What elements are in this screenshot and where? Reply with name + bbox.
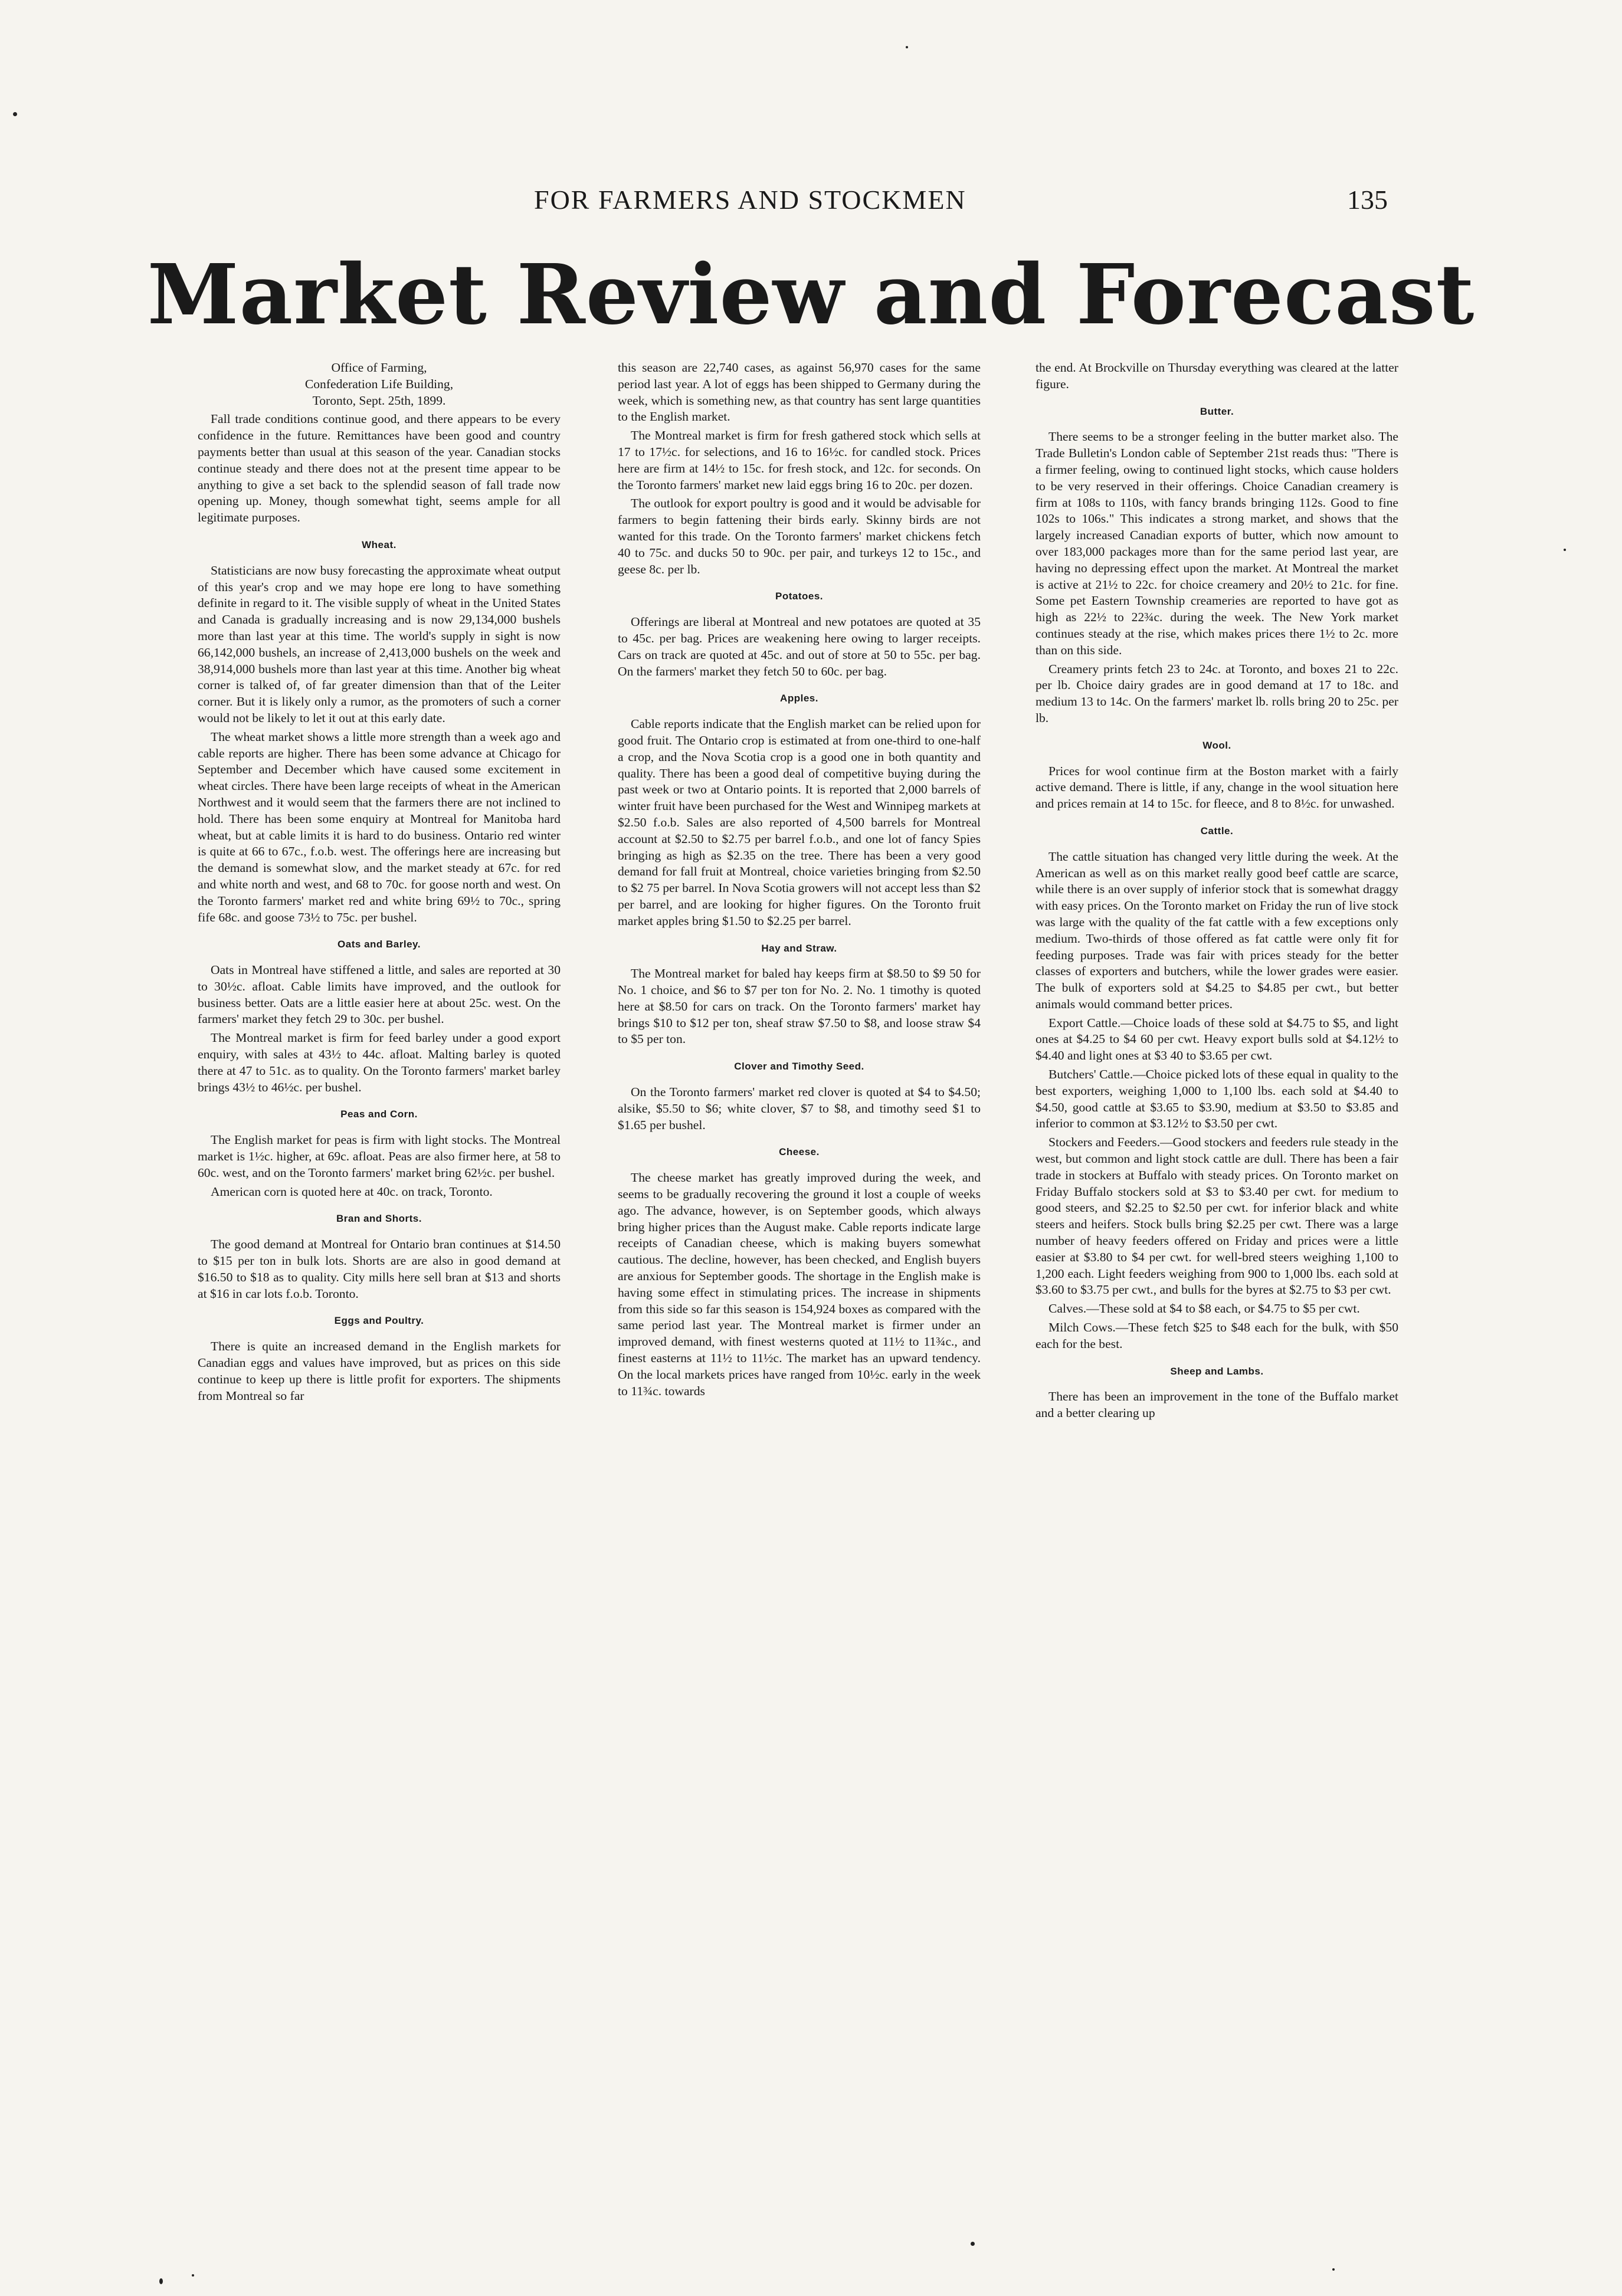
cattle-paragraph: The cattle situation has changed very little during the week. At the American as well as on this market really good beef cattle are scarce, while there is an over supply of inferior stock that is somewhat draggy with easy prices. On the Toronto market on Friday the run of live stock was large with the quality of the fat cattle with a few exceptions only medium. Two-thirds of those offered as fat cattle were only fit for feeding purposes. Trade was fair with prices steady for the better classes of exporters and butchers, while the lower grades were easier. The bulk of exporters sold at $4.25 to $4.85 per cwt., but better animals would command better prices. [1036, 849, 1398, 1011]
bran-paragraph: The good demand at Montreal for Ontario bran continues at $14.50 to $15 per ton in bulk lots. Shorts are are also in good demand at $16.50 to $18 as to quality. City mills here sell bran at $13 and shorts at $16 in car lots f.o.b. Toronto. [198, 1237, 561, 1301]
page-title: Market Review and Forecast [147, 247, 1475, 343]
column-1 [198, 360, 561, 1406]
poultry-paragraph: The outlook for export poultry is good and it would be advisable for farmers to begin fattening their birds early. Skinny birds are not wanted for this trade. On the Toronto farmers' market chickens fetch 40 to 75c. and ducks 50 to 90c. per pair, and turkeys 12 to 15c., and geese 8c. per lb. [618, 496, 981, 576]
section-heading-wool: Wool. [1202, 739, 1231, 751]
potatoes-paragraph: Offerings are liberal at Montreal and new potatoes are quoted at 35 to 45c. per bag. Prices are weakening here owing to larger receipts. Cars on track are quoted at 45c. and out of store at 50 to 55c. per bag. On the farmers' market they fetch 50 to 60c. per bag. [618, 615, 981, 678]
section-heading-sheep-lambs: Sheep and Lambs. [1170, 1365, 1264, 1377]
dateline-building: Confederation Life Building, [304, 376, 454, 391]
section-heading-cattle: Cattle. [1200, 825, 1234, 837]
scan-speck [971, 2242, 975, 2246]
intro-paragraph: Fall trade conditions continue good, and there appears to be every confidence in the future. Remittances have been good and country payments better than usual at this season of the year. Canadian stocks continue steady and there does not at the present time appear to be anything to give a set back to the splendid season of fall trade now opening up. Money, though somewhat tight, seems ample for all legitimate purposes. [198, 412, 561, 525]
stockers-feeders-paragraph: Stockers and Feeders.—Good stockers and feeders rule steady in the west, but common and light stock cattle are dull. There has been a fair trade in stockers at Buffalo with steady prices. On Toronto market on Friday Buffalo stockers sold at $3 to $3.40 per cwt. for medium to good steers, and $2.25 to $2.50 per cwt. for inferior black and white steers and heifers. Stock bulls bring $2.25 per cwt. There was a large number of heavy feeders offered on Friday and prices were a little easier at $3.80 to $4 per cwt. for well-bred steers weighing 1,100 to 1,200 each. Light feeders weighing from 900 to 1,000 lbs. each sold at $3.60 to $3.75 per cwt., and bulls for the byres at $2.75 to $3 per cwt. [1036, 1135, 1398, 1297]
wool-paragraph: Prices for wool continue firm at the Boston market with a fairly active demand. There is little, if any, change in the wool situation here and prices remain at 14 to 15c. for fleece, and 8 to 8½c. for unwashed. [1036, 763, 1398, 811]
eggs-continued-paragraph: this season are 22,740 cases, as against 56,970 cases for the same period last year. A lot of eggs has been shipped to Germany during the week, which is something new, as that country has sent large quantities to the English market. [618, 360, 981, 424]
wheat-paragraph: The wheat market shows a little more strength than a week ago and cable reports are higher. There has been some advance at Chicago for September and December which have caused some excitement in wheat circles. There have been large receipts of wheat in the American Northwest and it would seem that the farmers there are not inclined to hold. There has been some enquiry at Montreal for Manitoba hard wheat, but at cable limits it is hard to do business. Ontario red winter is quite at 66 to 67c., f.o.b. west. The offerings here are increasing but the demand is somewhat slow, and the market steady at 67c. for red and white north and west, and 68 to 70c. for goose north and west. On the Toronto farmers' market red and white bring 69½ to 70c., spring fife 68c. and goose 73½ to 75c. per bushel. [198, 729, 561, 924]
section-heading-cheese: Cheese. [779, 1146, 820, 1158]
section-heading-clover-timothy: Clover and Timothy Seed. [734, 1061, 864, 1072]
sheep-paragraph: There has been an improvement in the tone of the Buffalo market and a better clearing up [1036, 1389, 1398, 1421]
barley-paragraph: The Montreal market is firm for feed barley under a good export enquiry, with sales at 43½ to 44c. afloat. Malting barley is quoted there at 47 to 51c. as to quality. On the Toronto farmers' market barley brings 43½ to 46½c. per bushel. [198, 1031, 561, 1094]
cheese-paragraph: The cheese market has greatly improved during the week, and seems to be gradually recovering the ground it lost a couple of weeks ago. The advance, however, is on September goods, which always bring higher prices than the August make. Cable reports indicate large receipts of Canadian cheese, which is making buyers somewhat cautious. The decline, however, has been checked, and English buyers are anxious for September goods. The shortage in the English make is having some effect in stimulating prices. The increase in shipments from this side so far this season is 154,924 boxes as compared with the same period last year. The Montreal market is firmer under an improved demand, with finest westerns quoted at 11½ to 11¾c., and finest easterns at 11½ to 11½c. The market has an upward tendency. On the local markets prices have ranged from 10½c. early in the week to 11¾c. towards [618, 1170, 981, 1398]
butchers-cattle-paragraph: Butchers' Cattle.—Choice picked lots of these equal in quality to the best exporters, weighing 1,000 to 1,100 lbs. each sold at $4.40 to $4.50, good cattle at $3.65 to $3.90, medium at $3.50 to $3.85 and inferior to common at $3.12½ to $3.50 per cwt. [1036, 1067, 1398, 1131]
export-cattle-paragraph: Export Cattle.—Choice loads of these sold at $4.75 to $5, and light ones at $4.25 to $4 60 per cwt. Heavy export bulls sold at $4.12½ to $4.40 and light ones at $3 40 to $3.65 per cwt. [1036, 1015, 1398, 1063]
scan-speck [1564, 549, 1566, 551]
peas-paragraph: The English market for peas is firm with light stocks. The Montreal market is 1½c. higher, at 69c. afloat. Peas are also firmer here, at 58 to 60c. west, and on the Toronto farmers' market bring 62½c. per bushel. [198, 1133, 561, 1180]
column-3 [1036, 360, 1398, 1424]
section-heading-bran-shorts: Bran and Shorts. [336, 1213, 422, 1225]
clover-paragraph: On the Toronto farmers' market red clover is quoted at $4 to $4.50; alsike, $5.50 to $6; white clover, $7 to $8, and timothy seed $1 to $1.65 per bushel. [618, 1085, 981, 1132]
hay-paragraph: The Montreal market for baled hay keeps firm at $8.50 to $9 50 for No. 1 choice, and $6 to $7 per ton for No. 2. No. 1 timothy is quoted here at $8.50 for cars on track. On the Toronto farmers' market hay brings $10 to $12 per ton, sheaf straw $7.50 to $8, and loose straw $4 to $5 per ton. [618, 966, 981, 1047]
section-heading-hay-straw: Hay and Straw. [761, 942, 837, 954]
butter-paragraph: Creamery prints fetch 23 to 24c. at Toronto, and boxes 21 to 22c. per lb. Choice dairy grades are in good demand at 17 to 18c. and medium 13 to 14c. On the farmers' market lb. rolls bring 20 to 25c. per lb. [1036, 661, 1398, 725]
oats-paragraph: Oats in Montreal have stiffened a little, and sales are reported at 30 to 30½c. afloat. Cable limits have improved, and the outlook for business better. Oats are a little easier here at about 25c. west. On the farmers' market they fetch 29 to 30c. per bushel. [198, 963, 561, 1026]
scan-speck [13, 112, 17, 116]
page-number: 135 [1347, 185, 1388, 215]
dateline-date: Toronto, Sept. 25th, 1899. [312, 393, 446, 408]
section-heading-oats-barley: Oats and Barley. [337, 939, 421, 950]
scan-speck [906, 46, 908, 48]
section-heading-peas-corn: Peas and Corn. [340, 1108, 418, 1120]
column-2 [618, 360, 981, 1402]
section-heading-butter: Butter. [1200, 405, 1234, 417]
scan-speck [159, 2278, 163, 2284]
dateline-office: Office of Farming, [331, 360, 427, 375]
section-heading-wheat: Wheat. [362, 539, 397, 550]
calves-paragraph: Calves.—These sold at $4 to $8 each, or $4.75 to $5 per cwt. [1048, 1301, 1360, 1316]
section-heading-eggs-poultry: Eggs and Poultry. [334, 1315, 424, 1327]
apples-paragraph: Cable reports indicate that the English market can be relied upon for good fruit. The Ontario crop is estimated at from one-third to one-half a crop, and the Nova Scotia crop is a good one in both quantity and quality. There has been a good deal of competitive buying during the past week or two at Ontario points. It is reported that 2,000 barrels of winter fruit have been purchased for the West and Winnipeg markets at $2.50 f.o.b. Sales are also reported of 4,500 barrels for Montreal account at $2.50 to $2.75 per barrel f.o.b., and one lot of fancy Spies bringing as high as $2.35 on the tree. There has been a very good demand for fall fruit at Montreal, choice varieties bringing from $2.50 to $2 75 per barrel. In Nova Scotia growers will not accept less than $2 per barrel, and are looking for higher figures. On the Toronto fruit market apples bring $1.50 to $2.25 per barrel. [618, 717, 981, 928]
cheese-continued-paragraph: the end. At Brockville on Thursday everything was cleared at the latter figure. [1036, 360, 1398, 391]
section-heading-apples: Apples. [780, 693, 818, 704]
running-head: FOR FARMERS AND STOCKMEN [534, 185, 966, 215]
scan-speck [1332, 2268, 1335, 2271]
section-heading-potatoes: Potatoes. [775, 591, 824, 602]
eggs-paragraph: The Montreal market is firm for fresh gathered stock which sells at 17 to 17½c. for selections, and 16 to 16½c. for candled stock. Prices here are firm at 14½ to 15c. for fresh stock, and 12c. for seconds. On the Toronto farmers' market new laid eggs bring 16 to 20c. per dozen. [618, 428, 981, 492]
eggs-paragraph: There is quite an increased demand in the English markets for Canadian eggs and values have improved, but as prices on this side continue to keep up there is little profit for exporters. The shipments from Montreal so far [198, 1339, 561, 1403]
milch-cows-paragraph: Milch Cows.—These fetch $25 to $48 each for the bulk, with $50 each for the best. [1036, 1320, 1398, 1351]
corn-paragraph: American corn is quoted here at 40c. on track, Toronto. [211, 1184, 493, 1199]
wheat-paragraph: Statisticians are now busy forecasting the approximate wheat output of this year's crop and we may hope ere long to have something definite in regard to it. The visible supply of wheat in the United States and Canada is gradually increasing and is now 29,134,000 bushels more than last year at this time. The world's supply in sight is now 66,142,000 bushels, an increase of 2,413,000 bushels on the week and 38,914,000 bushels more than last year at this time. Another big wheat corner is talked of, of far greater dimension than that of the Leiter corner. But it is likely only a rumor, as the promoters of such a corner would not be likely to let it out at this early date. [198, 563, 561, 725]
butter-paragraph: There seems to be a stronger feeling in the butter market also. The Trade Bulletin's London cable of September 21st reads thus: "There is a firmer feeling, owing to continued light stocks, which cause holders to be very reserved in their offerings. Choice Canadian creamery is firm at 108s to 110s, with fancy brands bringing 112s. Good to fine 102s to 106s." This indicates a strong market, and shows that the largely increased Canadian exports of butter, which now amount to over 183,000 packages more than for the same period last year, are having no depressing effect upon the market. At Montreal the market is active at 21½ to 22c. for choice creamery and 20½ to 21c. for fine. Some pet Eastern Township creameries are reported to have got as high as 22½ to 22¾c. during the week. The New York market continues steady at the rise, which makes prices there 1½ to 2c. more than on this side. [1036, 429, 1398, 657]
scan-speck [192, 2274, 194, 2277]
